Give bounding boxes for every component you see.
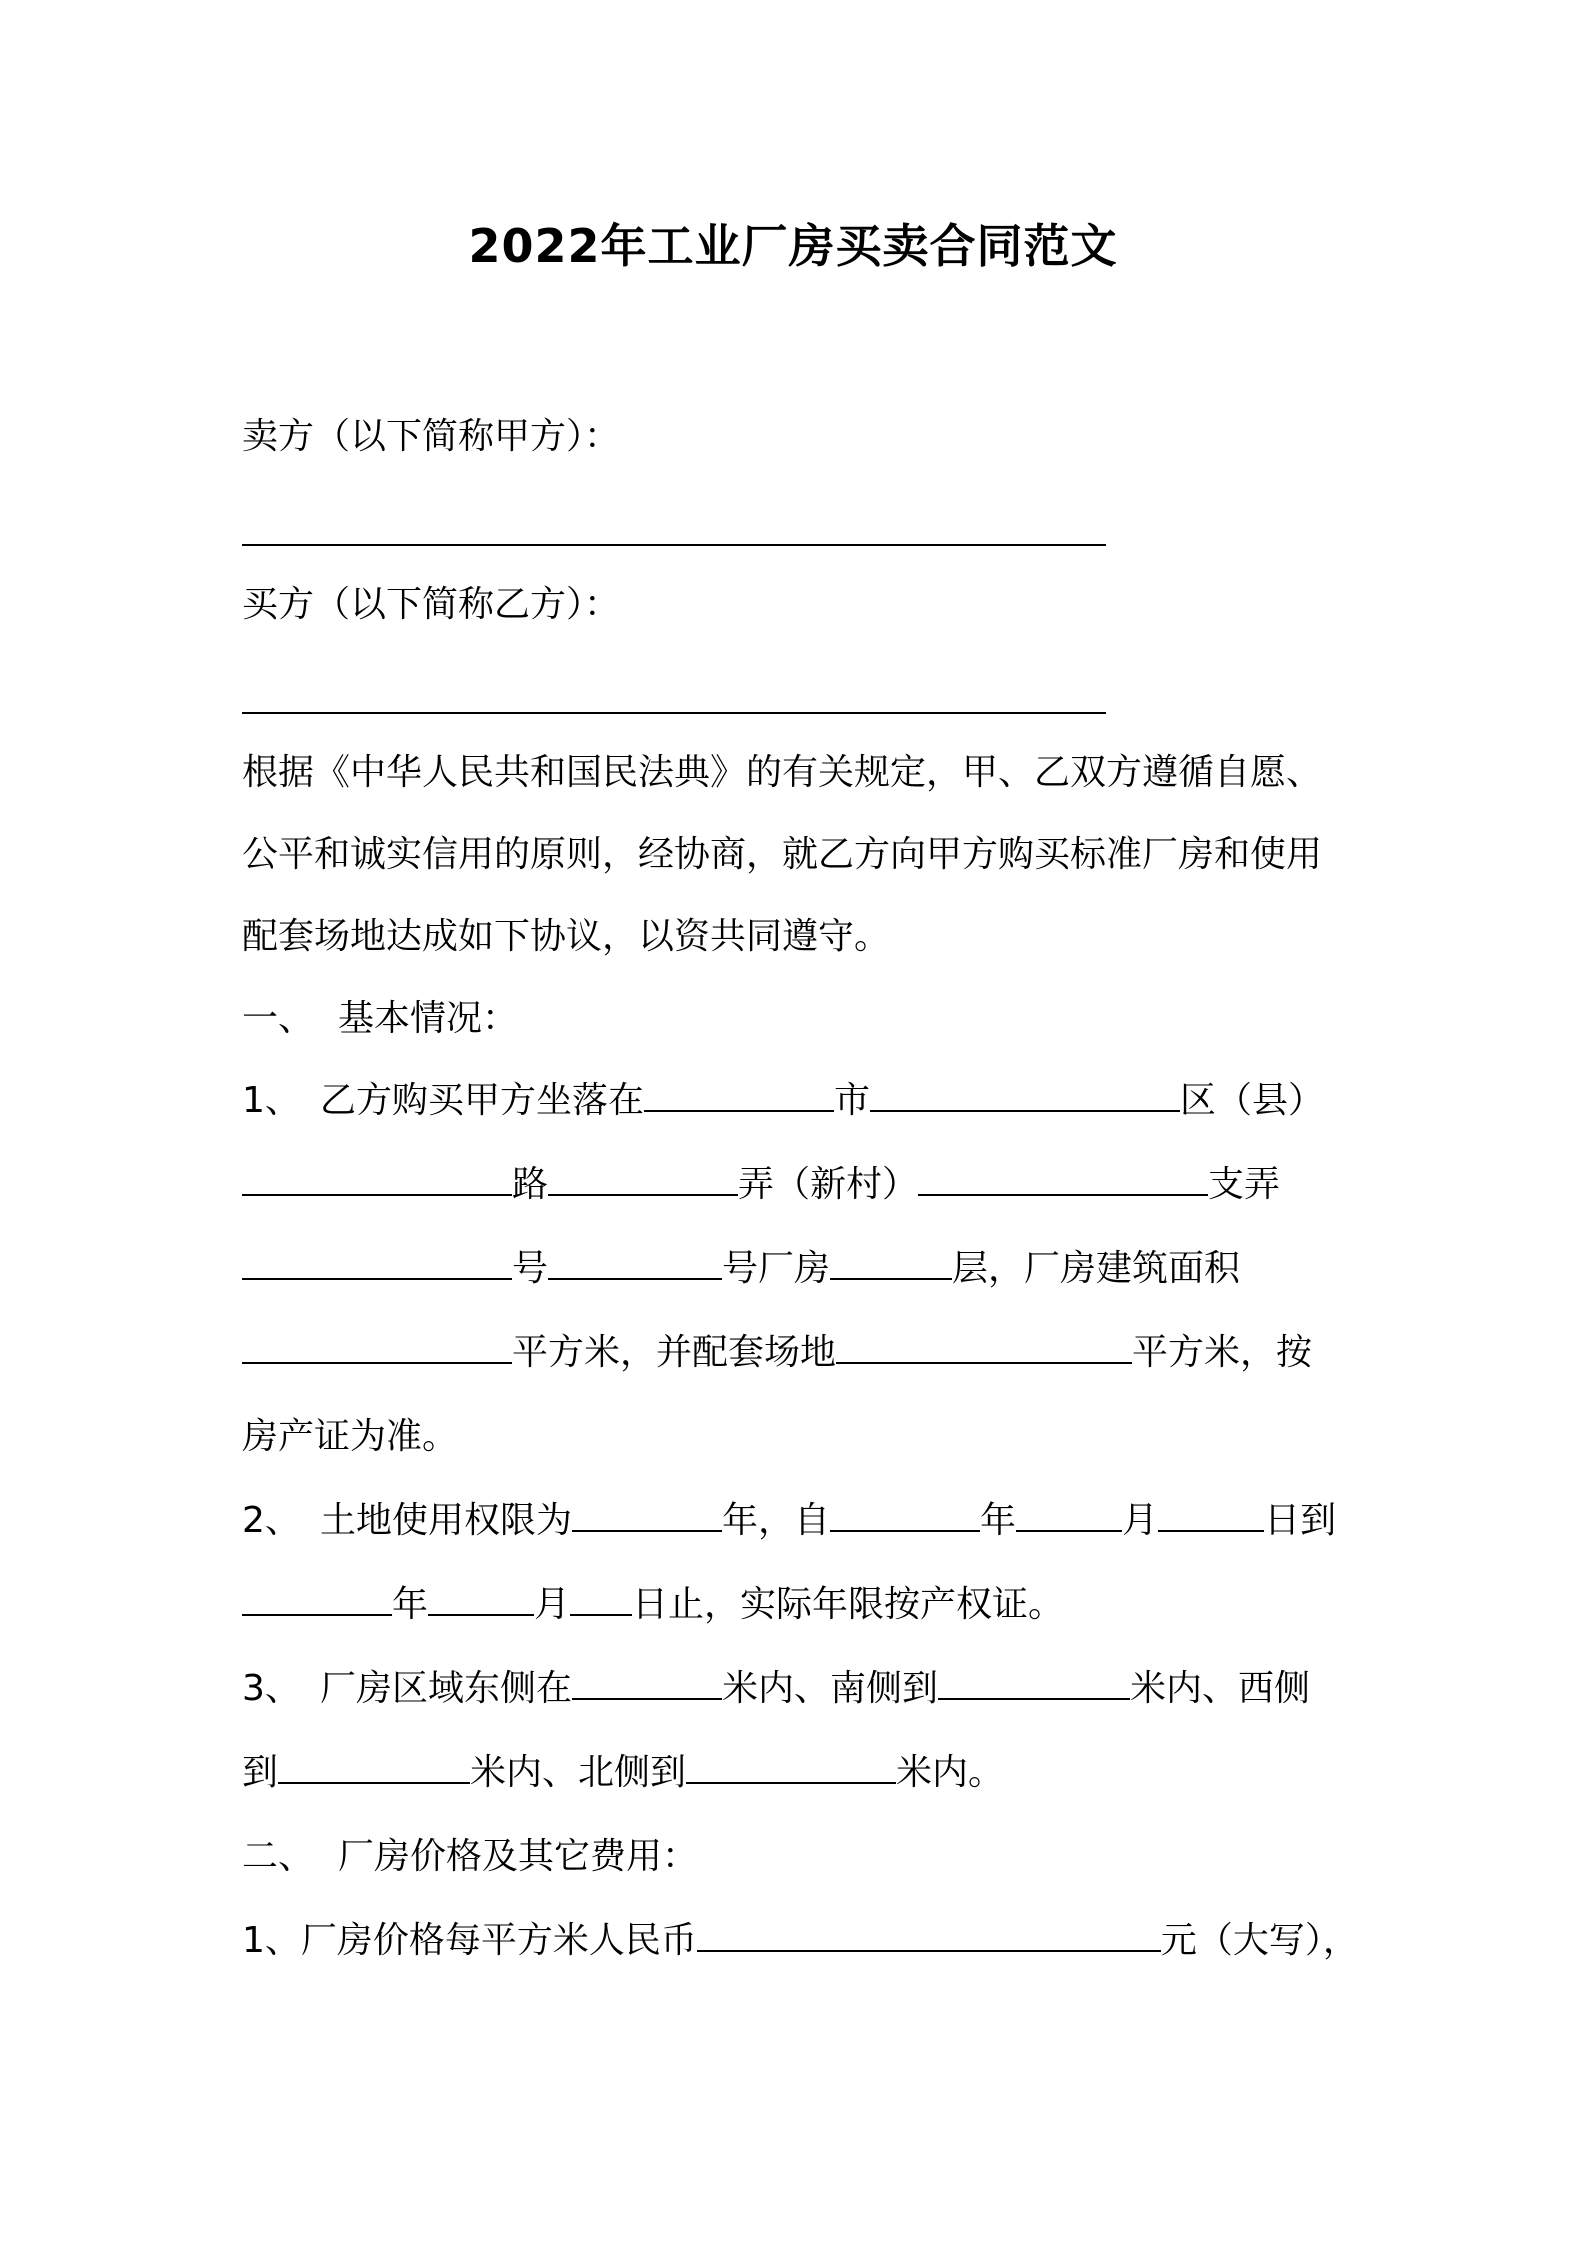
clause-2-text-f: 年 — [392, 1584, 429, 1625]
clause-3-number: 3、 — [242, 1668, 301, 1709]
clause-1-line-1 — [242, 1076, 1372, 1126]
start-year-blank[interactable] — [830, 1496, 980, 1532]
start-month-blank[interactable] — [1016, 1496, 1122, 1532]
clause-1-text-a: 乙方购买甲方坐落在 — [320, 1080, 645, 1121]
clause-3-text-a: 厂房区域东侧在 — [320, 1668, 573, 1709]
clause-3-text-b: 米内、南侧到 — [722, 1668, 939, 1709]
clause-1-text-number: 号 — [512, 1248, 549, 1289]
section-1-number: 一、 — [242, 998, 315, 1039]
clause-1-text-lane: 弄（新村） — [738, 1164, 919, 1205]
road-blank[interactable] — [242, 1160, 512, 1196]
end-month-blank[interactable] — [428, 1580, 534, 1616]
buyer-blank[interactable] — [242, 712, 1106, 714]
end-day-blank[interactable] — [570, 1580, 632, 1616]
clause-2-line-1 — [242, 1496, 1372, 1546]
clause-2-text-d: 月 — [1122, 1500, 1159, 1541]
clause-2-text-a: 土地使用权限为 — [320, 1500, 573, 1541]
clause-3-text-c: 米内、西侧 — [1130, 1668, 1311, 1709]
clause-1-text-plant: 号厂房 — [722, 1248, 831, 1289]
clause-1-text-floor: 层，厂房建筑面积 — [952, 1248, 1241, 1289]
site-area-blank[interactable] — [836, 1328, 1132, 1364]
clause-1-line-3 — [242, 1244, 1372, 1294]
clause-3-text-f: 米内。 — [896, 1752, 1005, 1793]
price-clause-line-1 — [242, 1916, 1372, 1966]
clause-1-text-road: 路 — [512, 1164, 549, 1205]
seller-blank[interactable] — [242, 544, 1106, 546]
clause-1-line-4 — [242, 1328, 1372, 1378]
south-distance-blank[interactable] — [938, 1664, 1130, 1700]
city-blank[interactable] — [644, 1076, 834, 1112]
section-2-number: 二、 — [242, 1836, 315, 1877]
building-area-blank[interactable] — [242, 1328, 512, 1364]
end-year-blank[interactable] — [242, 1580, 392, 1616]
plant-number-blank[interactable] — [548, 1244, 722, 1280]
clause-1-line-2 — [242, 1160, 1372, 1210]
district-blank[interactable] — [870, 1076, 1180, 1112]
clause-3-text-d: 到 — [242, 1752, 279, 1793]
seller-label: 卖方（以下简称甲方）： — [242, 416, 621, 457]
section-2-title: 厂房价格及其它费用： — [338, 1836, 699, 1877]
floor-blank[interactable] — [830, 1244, 952, 1280]
price-clause-text-a: 1、厂房价格每平方米人民币 — [242, 1920, 697, 1961]
document-title: 2022年工业厂房买卖合同范文 — [468, 219, 1118, 273]
clause-1-number: 1、 — [242, 1080, 301, 1121]
clause-2-text-g: 月 — [534, 1584, 571, 1625]
clause-2-text-c: 年 — [980, 1500, 1017, 1541]
price-per-sqm-blank[interactable] — [697, 1916, 1161, 1952]
sub-lane-blank[interactable] — [918, 1160, 1208, 1196]
clause-2-line-2 — [242, 1580, 1372, 1630]
north-distance-blank[interactable] — [686, 1748, 896, 1784]
clause-1-line-5: 房产证为准。 — [242, 1416, 459, 1457]
intro-line-3: 配套场地达成如下协议，以资共同遵守。 — [242, 916, 891, 957]
clause-2-text-h: 日止，实际年限按产权证。 — [632, 1584, 1065, 1625]
price-clause-text-b: 元（大写）， — [1160, 1920, 1359, 1961]
clause-2-text-e: 日到 — [1264, 1500, 1337, 1541]
clause-1-text-sublane: 支弄 — [1208, 1164, 1281, 1205]
clause-1-text-b: 市 — [834, 1080, 871, 1121]
clause-1-text-c: 区（县） — [1180, 1080, 1325, 1121]
clause-3-text-e: 米内、北侧到 — [470, 1752, 687, 1793]
start-day-blank[interactable] — [1158, 1496, 1264, 1532]
intro-line-2: 公平和诚实信用的原则，经协商，就乙方向甲方购买标准厂房和使用 — [242, 834, 1323, 875]
section-1-title: 基本情况： — [338, 998, 519, 1039]
clause-2-number: 2、 — [242, 1500, 301, 1541]
buyer-label: 买方（以下简称乙方）： — [242, 584, 621, 625]
section-1-heading — [242, 994, 1372, 1044]
clause-2-text-b: 年，自 — [722, 1500, 831, 1541]
intro-line-1: 根据《中华人民共和国民法典》的有关规定，甲、乙双方遵循自愿、 — [242, 752, 1323, 793]
clause-1-text-area: 平方米，并配套场地 — [512, 1332, 837, 1373]
section-2-heading — [242, 1832, 1372, 1882]
clause-3-line-1 — [242, 1664, 1372, 1714]
clause-3-line-2 — [242, 1748, 1372, 1798]
number-blank[interactable] — [242, 1244, 512, 1280]
east-distance-blank[interactable] — [572, 1664, 722, 1700]
land-years-blank[interactable] — [572, 1496, 722, 1532]
west-distance-blank[interactable] — [278, 1748, 470, 1784]
clause-1-text-site: 平方米，按 — [1132, 1332, 1313, 1373]
lane-blank[interactable] — [548, 1160, 738, 1196]
